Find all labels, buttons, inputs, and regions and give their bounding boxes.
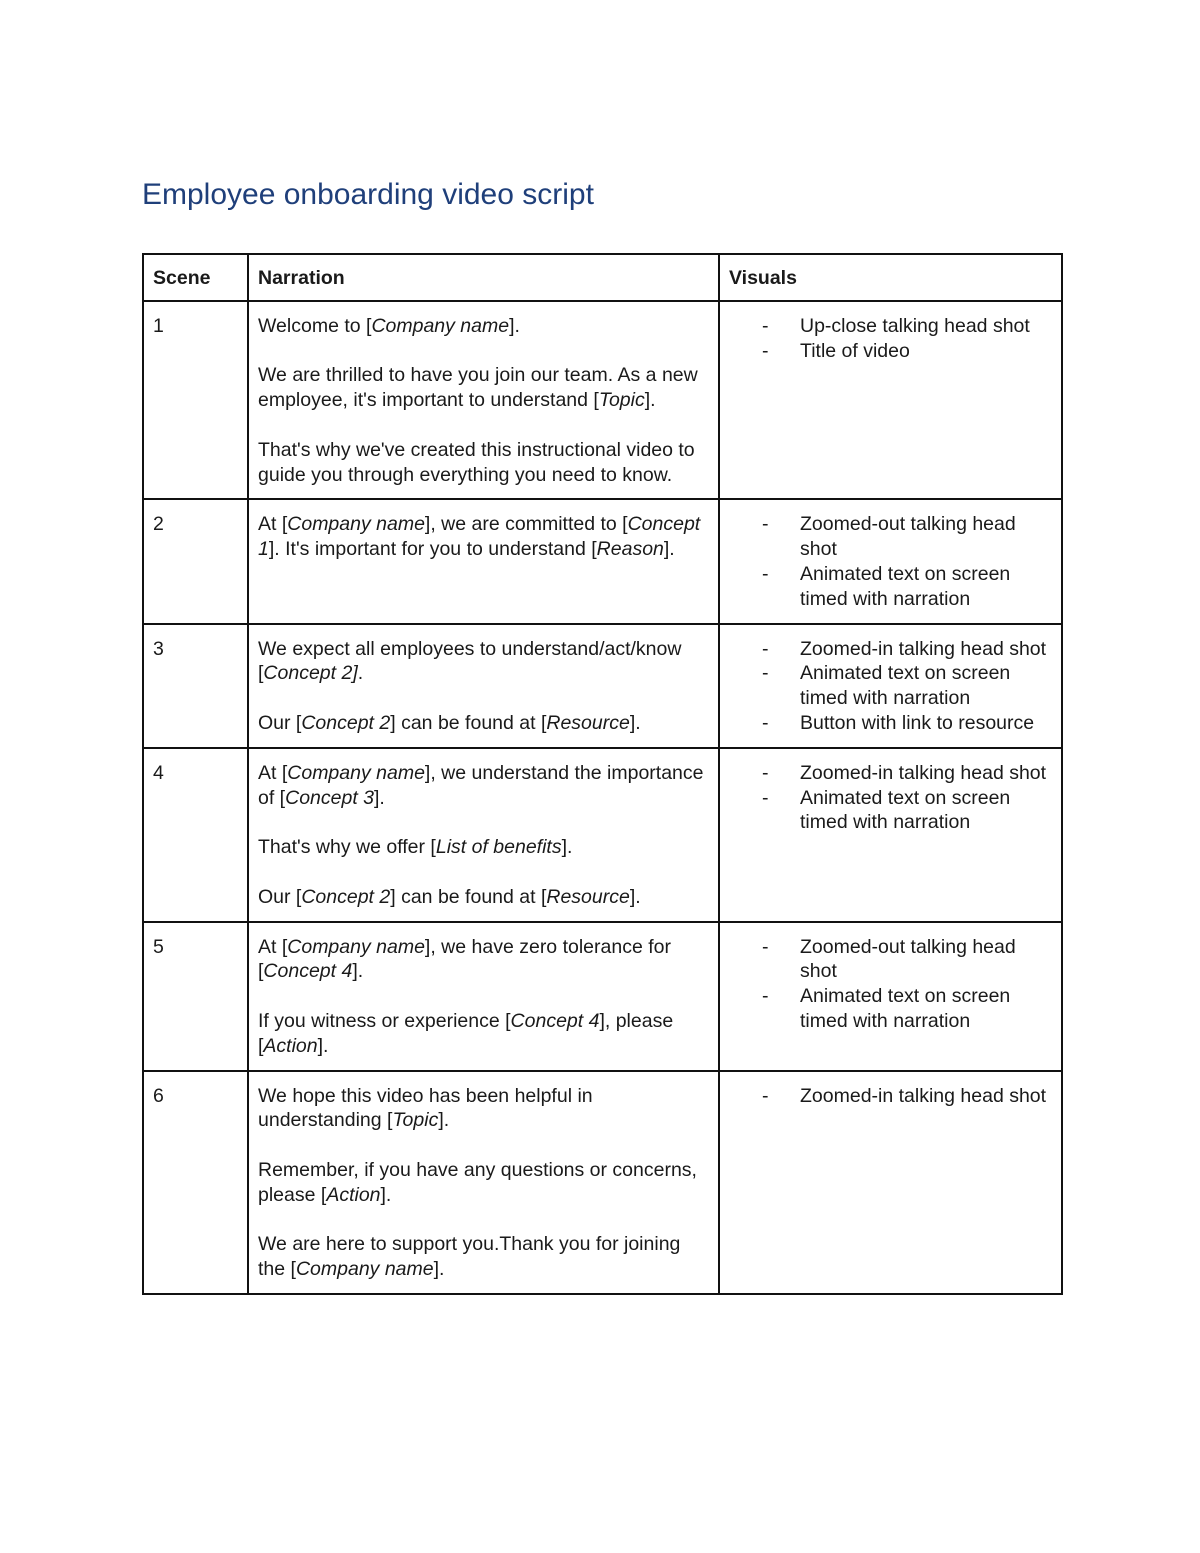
visuals-list (729, 1084, 1052, 1109)
visuals-list-item (729, 562, 1052, 612)
scene-number-cell: 1 (143, 301, 248, 500)
dash-bullet-icon: - (762, 935, 769, 958)
dash-bullet-icon: - (762, 314, 769, 337)
placeholder-text: Concept 2] (263, 662, 358, 685)
table-row (143, 499, 1062, 623)
visuals-list-item (729, 935, 1052, 985)
narration-paragraph (258, 761, 709, 811)
narration-paragraph (258, 1158, 709, 1208)
narration-text: ], we are committed to [ (424, 513, 628, 536)
placeholder-text: Resource (546, 885, 630, 908)
narration-text: At [ (258, 935, 288, 958)
visuals-item-text: Up-close talking head shot (800, 314, 1030, 337)
visuals-item-text: Zoomed-out talking head shot (800, 513, 1016, 561)
narration-paragraph (258, 711, 709, 736)
placeholder-text: Action (326, 1183, 381, 1206)
placeholder-text: Concept 3 (285, 786, 375, 809)
table-row (143, 301, 1062, 500)
narration-text: ]. (380, 1183, 392, 1206)
dash-bullet-icon: - (762, 562, 769, 585)
narration-text: Our [ (258, 885, 302, 908)
narration-text: ] can be found at [ (390, 711, 547, 734)
document-title: Employee onboarding video script (142, 178, 594, 211)
narration-text: ], we have zero tolerance for [ (258, 935, 671, 983)
narration-text: ]. (438, 1109, 450, 1132)
visuals-list-item (729, 314, 1052, 339)
visuals-cell (719, 1071, 1062, 1294)
placeholder-text: List of benefits (435, 836, 562, 859)
visuals-cell (719, 301, 1062, 500)
visuals-list (729, 637, 1052, 736)
visuals-item-text: Animated text on screen timed with narration (800, 662, 1011, 710)
dash-bullet-icon: - (762, 339, 769, 362)
narration-text: We hope this video has been helpful in understanding [ (258, 1084, 593, 1132)
scene-number-cell: 2 (143, 499, 248, 623)
narration-paragraph (258, 835, 709, 860)
placeholder-text: Topic (392, 1109, 439, 1132)
dash-bullet-icon: - (762, 761, 769, 784)
visuals-list-item (729, 637, 1052, 662)
table-header-row (143, 254, 1062, 301)
narration-text: At [ (258, 513, 288, 536)
placeholder-text: Concept 2 (301, 885, 391, 908)
visuals-item-text: Zoomed-out talking head shot (800, 935, 1016, 983)
dash-bullet-icon: - (762, 786, 769, 809)
table-body (143, 301, 1062, 1294)
narration-paragraph (258, 363, 709, 413)
table-row (143, 748, 1062, 922)
narration-text: We expect all employees to understand/act/know [ (258, 637, 682, 685)
visuals-item-text: Button with link to resource (800, 711, 1035, 734)
narration-text: ]. (352, 960, 364, 983)
table-row (143, 1071, 1062, 1294)
dash-bullet-icon: - (762, 985, 769, 1008)
visuals-item-text: Title of video (800, 339, 910, 362)
placeholder-text: Company name (295, 1258, 434, 1281)
narration-text: ]. It's important for you to understand [ (268, 538, 597, 561)
visuals-list (729, 761, 1052, 835)
visuals-item-text: Zoomed-in talking head shot (800, 761, 1047, 784)
placeholder-text: Reason (596, 538, 664, 561)
visuals-list-item (729, 661, 1052, 711)
visuals-item-text: Animated text on screen timed with narration (800, 786, 1011, 834)
visuals-cell (719, 624, 1062, 748)
visuals-list-item (729, 711, 1052, 736)
narration-text: Remember, if you have any questions or concerns, please [ (258, 1158, 697, 1206)
visuals-list-item (729, 512, 1052, 562)
script-table (142, 253, 1063, 1295)
scene-number-cell: 3 (143, 624, 248, 748)
placeholder-text: Company name (287, 513, 425, 536)
dash-bullet-icon: - (762, 637, 769, 660)
visuals-list-item (729, 761, 1052, 786)
placeholder-text: Company name (287, 761, 425, 784)
narration-text: . (357, 662, 364, 685)
scene-number-cell: 5 (143, 922, 248, 1071)
narration-text: ], we understand the importance of [ (258, 761, 704, 809)
dash-bullet-icon: - (762, 711, 769, 734)
placeholder-text: Company name (371, 314, 510, 337)
narration-paragraph (258, 512, 709, 562)
scene-number-cell: 4 (143, 748, 248, 922)
placeholder-text: Topic (598, 389, 645, 412)
narration-text: Welcome to [ (258, 314, 372, 337)
placeholder-text: Action (263, 1034, 318, 1057)
narration-text: We are thrilled to have you join our team. As a new employee, it's important to understand [ (258, 364, 698, 412)
table-row (143, 922, 1062, 1071)
visuals-item-text: Zoomed-in talking head shot (800, 1084, 1047, 1107)
narration-text: We are here to support you.Thank you for joining the [ (258, 1233, 681, 1281)
scene-column-header: Scene (143, 254, 248, 301)
narration-text: ] can be found at [ (390, 885, 547, 908)
placeholder-text: Company name (287, 935, 425, 958)
dash-bullet-icon: - (762, 1084, 769, 1107)
narration-paragraph (258, 885, 709, 910)
placeholder-text: Concept 1 (258, 513, 701, 561)
narration-paragraph (258, 1084, 709, 1134)
narration-text: ]. (629, 885, 641, 908)
narration-cell (248, 1071, 719, 1294)
narration-text: That's why we've created this instructional video to guide you through everything you need to know. (258, 438, 695, 486)
narration-paragraph (258, 637, 709, 687)
narration-paragraph (258, 314, 709, 339)
visuals-list-item (729, 339, 1052, 364)
placeholder-text: Concept 4 (263, 960, 353, 983)
visuals-list-item (729, 1084, 1052, 1109)
narration-paragraph (258, 1232, 709, 1282)
table-row (143, 624, 1062, 748)
visuals-cell (719, 499, 1062, 623)
visuals-item-text: Animated text on screen timed with narration (800, 985, 1011, 1032)
narration-cell (248, 748, 719, 922)
visuals-list (729, 512, 1052, 611)
narration-cell (248, 499, 719, 623)
placeholder-text: Concept 2 (301, 711, 391, 734)
narration-paragraph (258, 1009, 709, 1059)
narration-text: ]. (644, 389, 656, 412)
narration-paragraph (258, 935, 709, 985)
narration-text: At [ (258, 761, 288, 784)
visuals-item-text: Animated text on screen timed with narration (800, 562, 1011, 610)
narration-text: That's why we offer [ (258, 836, 436, 859)
placeholder-text: Resource (546, 711, 630, 734)
narration-text: Our [ (258, 711, 302, 734)
narration-cell (248, 624, 719, 748)
visuals-list (729, 314, 1052, 364)
visuals-column-header: Visuals (719, 254, 1062, 301)
narration-text: ]. (317, 1034, 329, 1057)
placeholder-text: Concept 4 (510, 1009, 600, 1032)
narration-cell (248, 301, 719, 500)
narration-text: ]. (629, 711, 641, 734)
visuals-cell (719, 922, 1062, 1071)
dash-bullet-icon: - (762, 662, 769, 685)
visuals-list (729, 935, 1052, 1034)
visuals-list-item (729, 786, 1052, 836)
narration-text: If you witness or experience [ (258, 1009, 511, 1032)
narration-column-header: Narration (248, 254, 719, 301)
narration-text: ], please [ (258, 1009, 674, 1057)
narration-cell (248, 922, 719, 1071)
visuals-list-item (729, 984, 1052, 1034)
scene-number-cell: 6 (143, 1071, 248, 1294)
visuals-item-text: Zoomed-in talking head shot (800, 637, 1047, 660)
narration-text: ]. (561, 836, 573, 859)
narration-text: ]. (663, 538, 675, 561)
narration-text: ]. (509, 314, 520, 337)
dash-bullet-icon: - (762, 513, 769, 536)
narration-paragraph (258, 438, 709, 488)
visuals-cell (719, 748, 1062, 922)
narration-text: ]. (374, 786, 385, 809)
narration-text: ]. (433, 1258, 445, 1281)
